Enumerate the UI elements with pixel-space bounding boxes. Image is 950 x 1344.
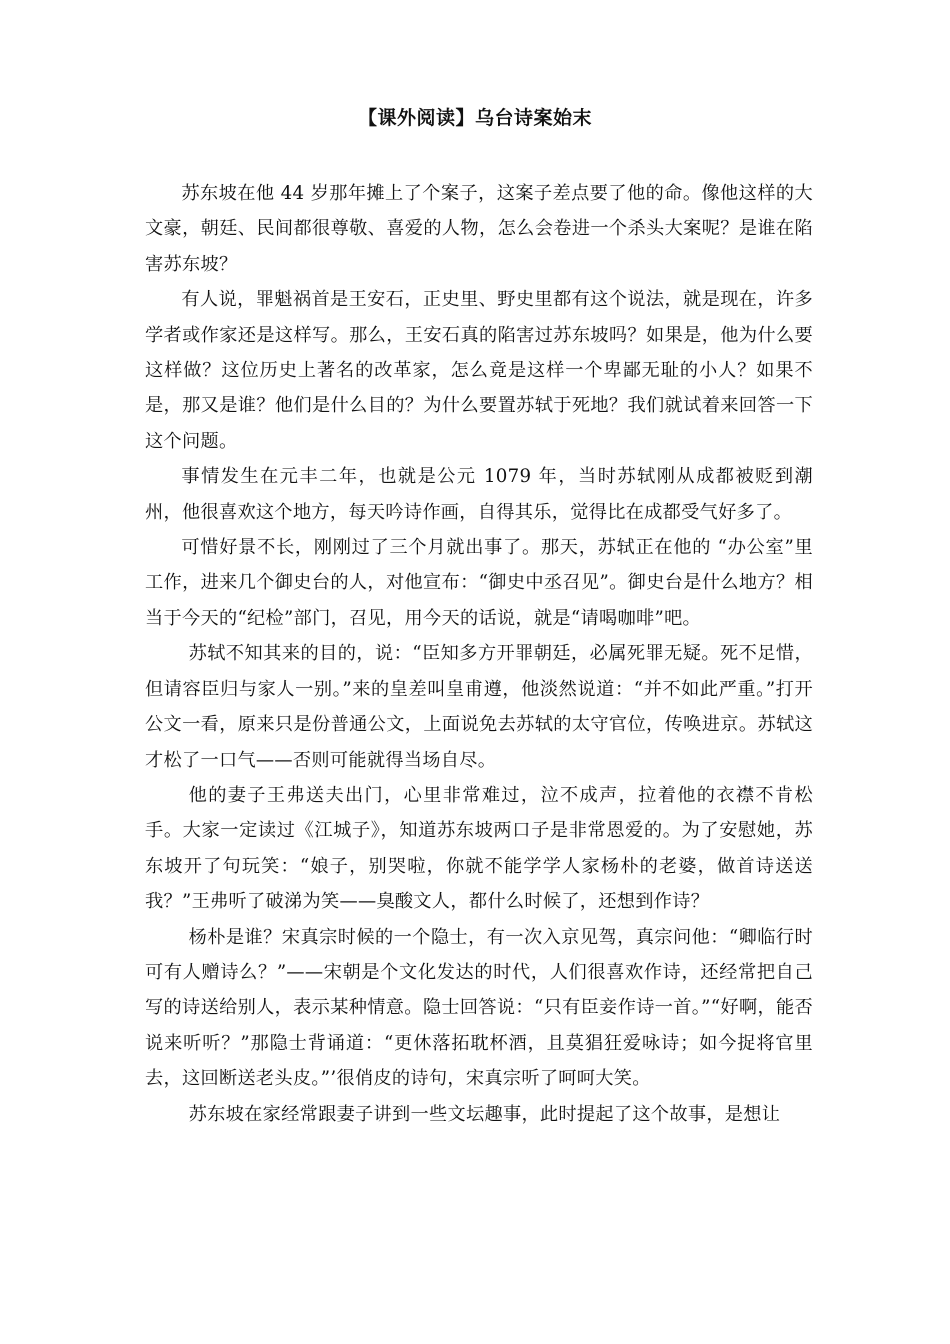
document-title: 【课外阅读】乌台诗案始末 — [357, 107, 592, 129]
document-body — [145, 176, 813, 1132]
paragraph-2: 有人说，罪魁祸首是王安石，正史里、野史里都有这个说法，就是现在，许多学者或作家还是这样写。那么，王安石真的陷害过苏东坡吗？如果是，他为什么要这样做？这位历史上著名的改革家，怎么竟是这样一个卑鄙无耻的小人？如果不是，那又是谁？他们是什么目的？为什么要置苏轼于死地？我们就试着来回答一下这个问题。 — [145, 289, 813, 452]
paragraph-4: 可惜好景不长，刚刚过了三个月就出事了。那天，苏轼正在他的 “办公室”里工作，进来几个御史台的人，对他宣布：“御史中丞召见”。御史台是什么地方？相当于今天的“纪检”部门，召见，用今天的话说，就是“请喝咖啡”吧。 — [145, 537, 813, 629]
paragraph-8: 苏东坡在家经常跟妻子讲到一些文坛趣事，此时提起了这个故事，是想让 — [188, 1103, 781, 1125]
paragraph-1: 苏东坡在他 44 岁那年摊上了个案子，这案子差点要了他的命。像他这样的大文豪，朝廷、民间都很尊敬、喜爱的人物，怎么会卷进一个杀头大案呢？是谁在陷害苏东坡？ — [145, 183, 813, 275]
paragraph-3: 事情发生在元丰二年，也就是公元 1079 年，当时苏轼刚从成都被贬到潮州，他很喜欢这个地方，每天吟诗作画，自得其乐，觉得比在成都受气好多了。 — [145, 466, 813, 523]
paragraph-5: 苏轼不知其来的目的，说：“臣知多方开罪朝廷，必属死罪无疑。死不足惜，但请容臣归与家人一别。”来的皇差叫皇甫遵，他淡然说道：“并不如此严重。”打开公文一看，原来只是份普通公文，上面说免去苏轼的太守官位，传唤进京。苏轼这才松了一口气——否则可能就得当场自尽。 — [145, 643, 813, 771]
paragraph-6: 他的妻子王弗送夫出门，心里非常难过，泣不成声，拉着他的衣襟不肯松手。大家一定读过《江城子》，知道苏东坡两口子是非常恩爱的。为了安慰她，苏东坡开了句玩笑：“娘子，别哭啦，你就不能学学人家杨朴的老婆，做首诗送送我？”王弗听了破涕为笑——臭酸文人，都什么时候了，还想到作诗？ — [145, 784, 813, 913]
paragraph-7: 杨朴是谁？宋真宗时候的一个隐士，有一次入京见驾，真宗问他：“卿临行时可有人赠诗么？”——宋朝是个文化发达的时代，人们很喜欢作诗，还经常把自己写的诗送给别人，表示某种情意。隐士回答说：“只有臣妾作诗一首。”“好啊，能否说来听听？”那隐士背诵道：“更休落拓耽杯酒，且莫猖狂爱咏诗；如今捉将官里去，这回断送老头皮。”’很俏皮的诗句，宋真宗听了呵呵大笑。 — [145, 926, 813, 1090]
